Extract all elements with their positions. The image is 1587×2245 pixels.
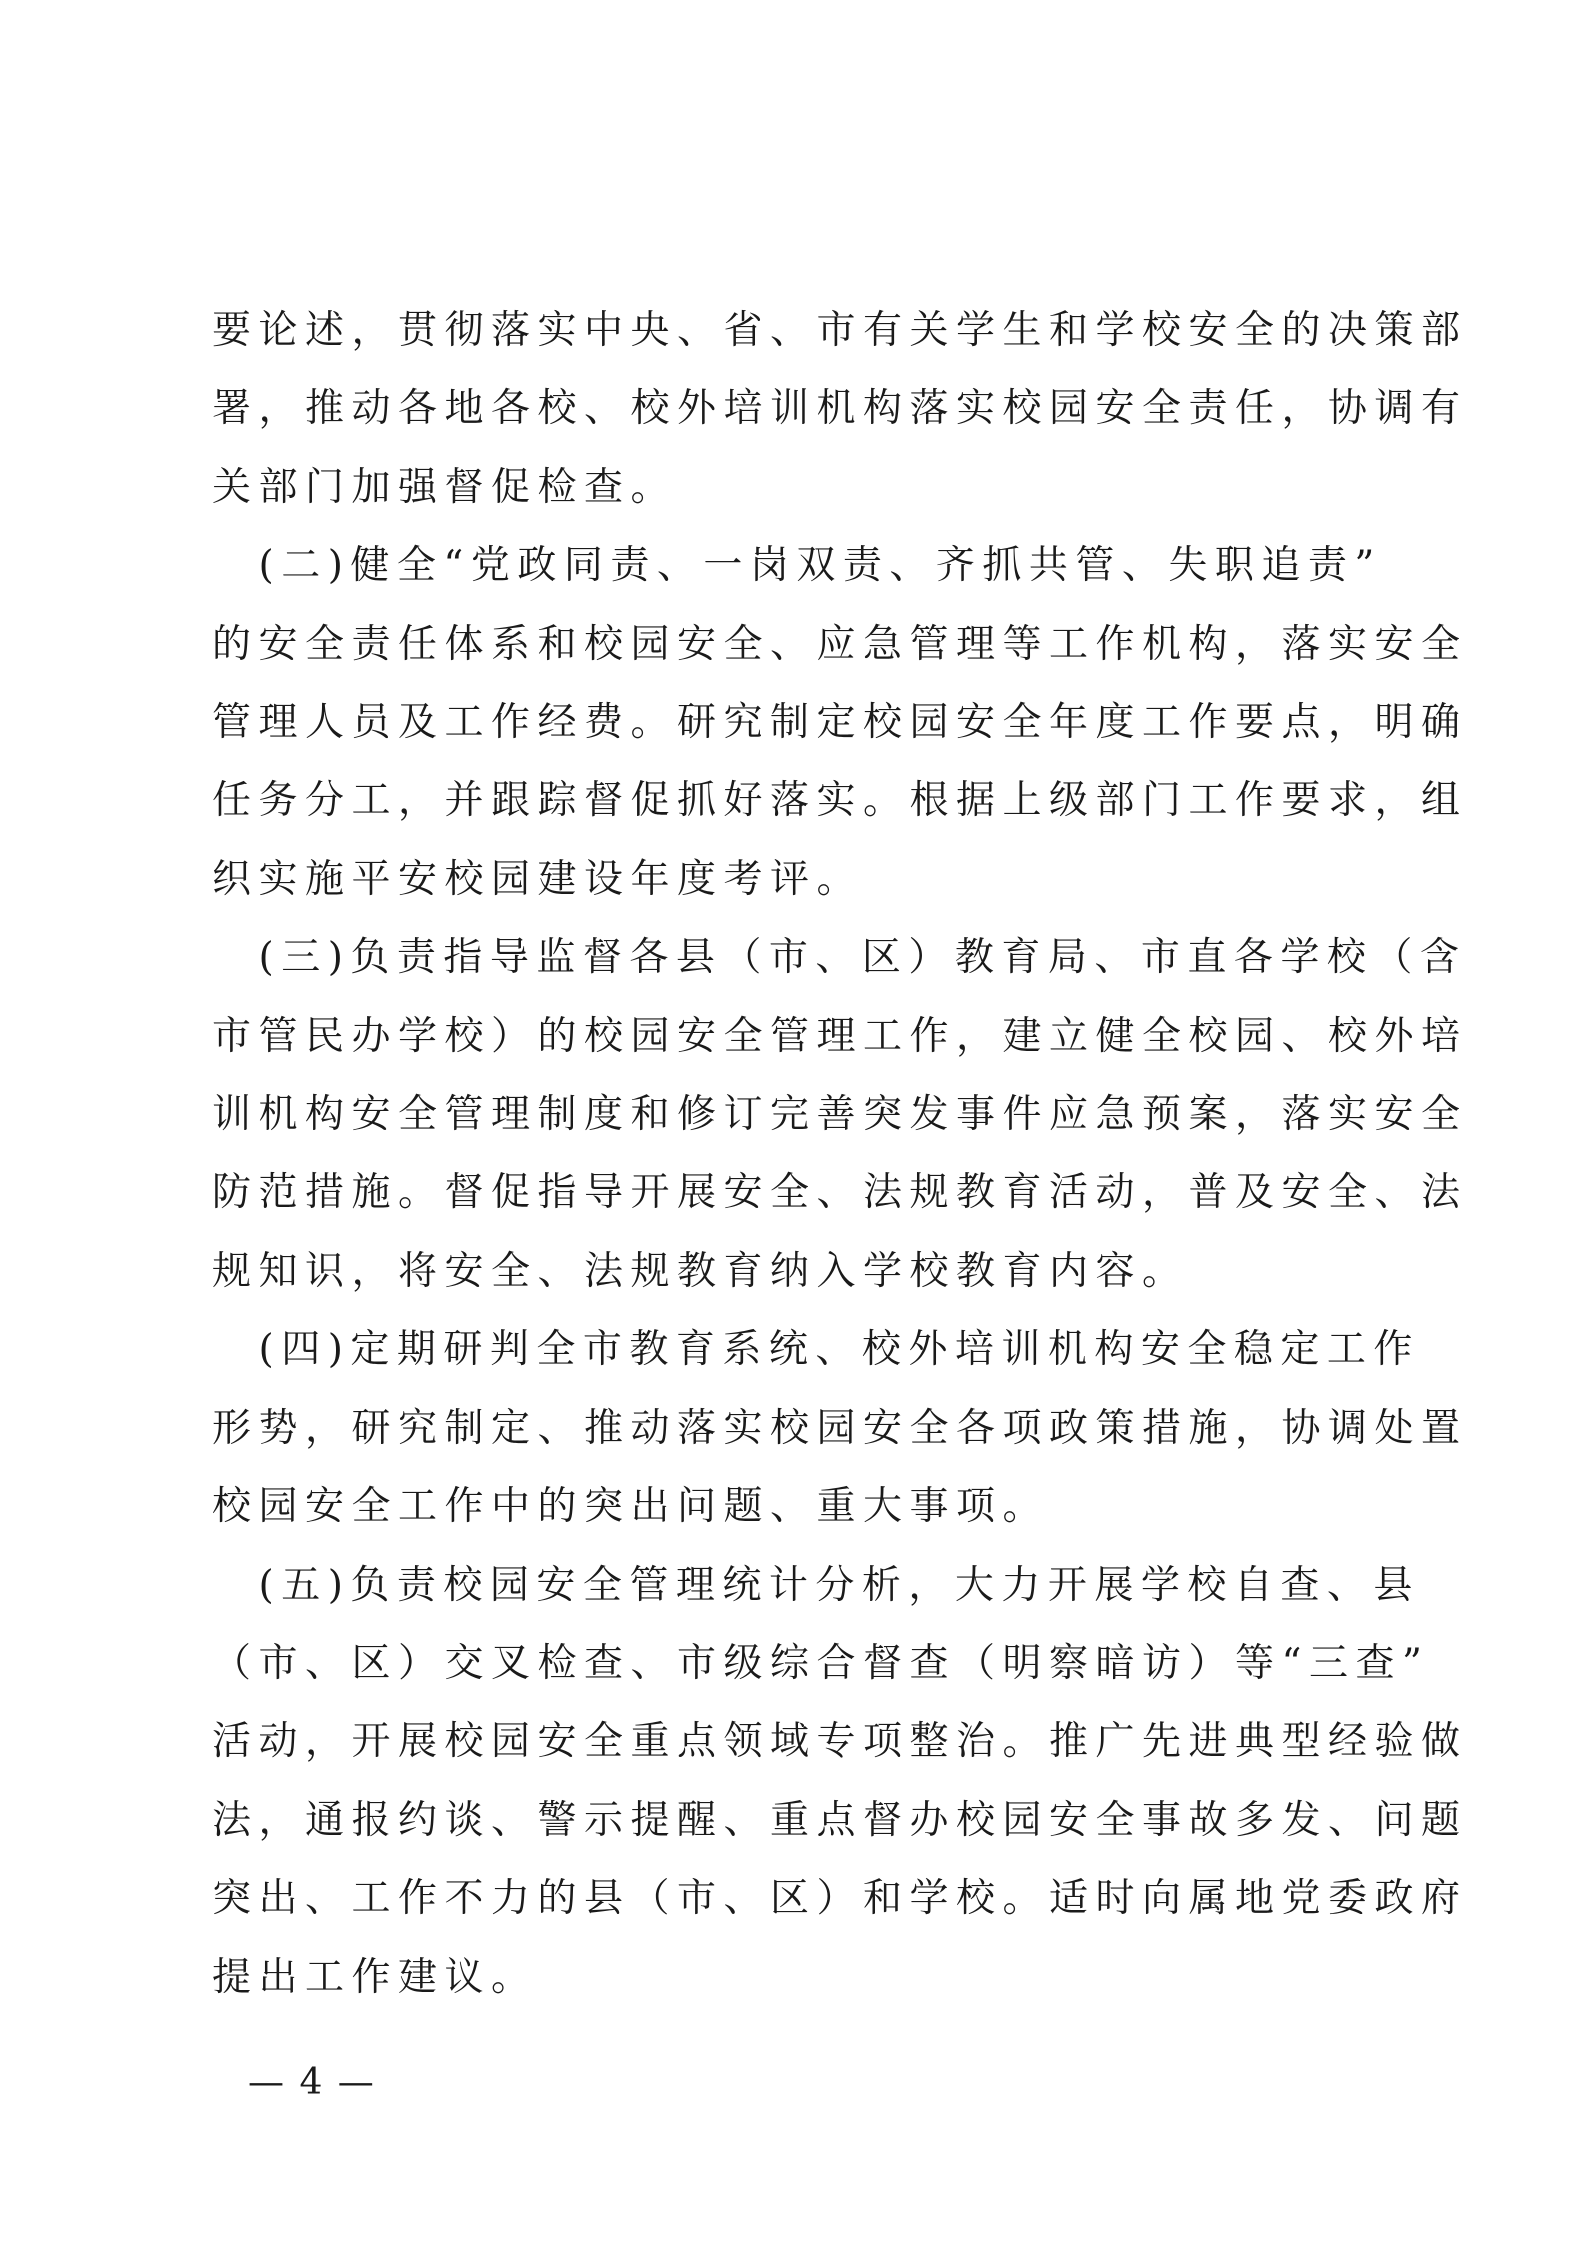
paragraph-item-3 — [212, 919, 1468, 1311]
text-line: (五)负责校园安全管理统计分析，大力开展学校自查、县 — [212, 1562, 1420, 1608]
text-line: 防范措施。督促指导开展安全、法规教育活动，普及安全、法 — [212, 1170, 1468, 1216]
text-line: (四)定期研判全市教育系统、校外培训机构安全稳定工作 — [212, 1327, 1420, 1373]
text-line: 法，通报约谈、警示提醒、重点督办校园安全事故多发、问题 — [212, 1797, 1468, 1843]
paragraph-item-4 — [212, 1311, 1468, 1546]
text-line: 任务分工，并跟踪督促抓好落实。根据上级部门工作要求，组 — [212, 778, 1468, 824]
text-line: 活动，开展校园安全重点领域专项整治。推广先进典型经验做 — [212, 1719, 1468, 1765]
text-line: 关部门加强督促检查。 — [212, 464, 678, 510]
text-line: 突出、工作不力的县（市、区）和学校。适时向属地党委政府 — [212, 1876, 1468, 1922]
text-line: 署，推动各地各校、校外培训机构落实校园安全责任，协调有 — [212, 386, 1468, 432]
page-number: — 4 — — [248, 2062, 376, 2103]
paragraph-item-2 — [212, 527, 1468, 919]
paragraph-intro — [212, 292, 1468, 527]
text-line: 市管民办学校）的校园安全管理工作，建立健全校园、校外培 — [212, 1013, 1468, 1059]
paragraph-item-5 — [212, 1547, 1468, 2017]
text-line: 提出工作建议。 — [212, 1954, 538, 2000]
text-line: 织实施平安校园建设年度考评。 — [212, 856, 864, 902]
text-line: 校园安全工作中的突出问题、重大事项。 — [212, 1484, 1050, 1530]
text-line: 要论述，贯彻落实中央、省、市有关学生和学校安全的决策部 — [212, 308, 1468, 353]
text-line: 管理人员及工作经费。研究制定校园安全年度工作要点，明确 — [212, 700, 1468, 746]
text-line: (三)负责指导监督各县（市、区）教育局、市直各学校（含 — [212, 935, 1467, 981]
text-line: 的安全责任体系和校园安全、应急管理等工作机构，落实安全 — [212, 621, 1468, 667]
text-line: 训机构安全管理制度和修订完善突发事件应急预案，落实安全 — [212, 1092, 1468, 1138]
text-line: (二)健全“党政同责、一岗双责、齐抓共管、失职追责” — [212, 543, 1382, 589]
text-line: 形势，研究制定、推动落实校园安全各项政策措施，协调处置 — [212, 1405, 1468, 1451]
text-line: （市、区）交叉检查、市级综合督查（明察暗访）等“三查” — [212, 1640, 1430, 1686]
body-text — [212, 292, 1468, 2017]
text-line: 规知识，将安全、法规教育纳入学校教育内容。 — [212, 1248, 1189, 1294]
